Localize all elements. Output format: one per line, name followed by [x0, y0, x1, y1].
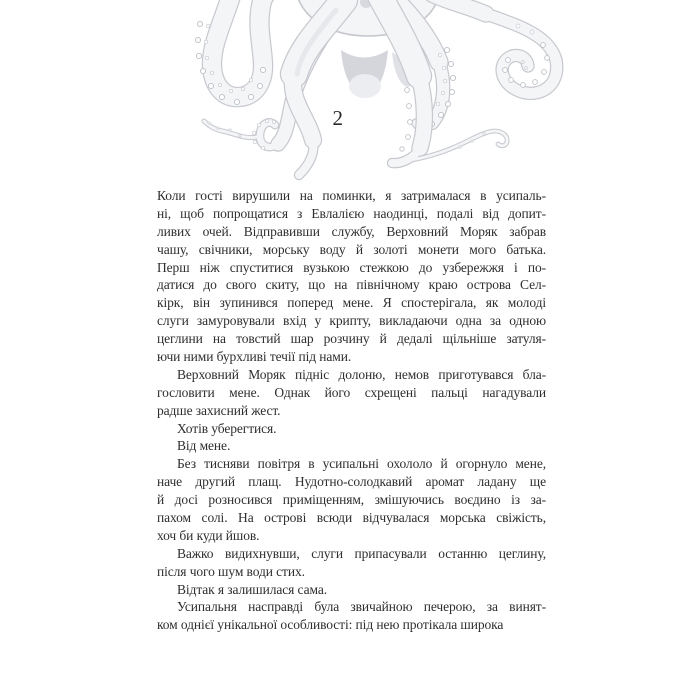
text-line: й досі розносився приміщенням, змішуючись воєдино із за- — [157, 492, 546, 508]
tentacle-left-curl — [195, 0, 266, 105]
text-line: хоч би куди йшов. — [157, 527, 260, 543]
octopus-illustration — [0, 0, 700, 190]
text-line: ні, щоб попрощатися з Евлалією наодинці, подалі від допит- — [157, 205, 546, 221]
text-block — [157, 187, 546, 634]
text-line: чашу, свічники, морську воду й золоті монети мого батька. — [157, 241, 546, 257]
text-line: після чого шум води стих. — [157, 563, 305, 579]
text-line: Усипальня насправді була звичайною печерою, за винят- — [177, 599, 546, 615]
text-line: цеглини на товстий шар розчину й дедалі щільніше затуля- — [157, 331, 546, 347]
text-line: ючи ними бурхливі течії під нами. — [157, 349, 352, 365]
text-line: Коли гості вирушили на поминки, я затрималася в усипаль- — [157, 188, 546, 203]
text-line: пахом солі. На острові всюди відчувалася морська свіжість, — [157, 510, 546, 526]
text-line: Важко видихнувши, слуги припасували останню цеглину, — [177, 545, 546, 561]
chapter-number: 2 — [332, 106, 344, 130]
text-line: кірк, він зупинився поперед мене. Я спостерігала, як молоді — [157, 295, 546, 311]
text-line: гословити мене. Однак його схрещені пальці нагадували — [157, 384, 546, 400]
text-line: Без тисняви повітря в усипальні охололо й огорнуло мене, — [177, 456, 546, 472]
text-line: Хотів уберегтися. — [177, 420, 277, 436]
text-line: ком однієї унікальної особливості: під нею протікала широка — [157, 617, 504, 633]
tentacle-middle-left — [293, 0, 344, 175]
text-line: слуги замуровували вхід у крипту, викладаючи одна за одною — [157, 313, 546, 329]
text-line: Відтак я залишилася сама. — [177, 581, 327, 597]
text-line: Від мене. — [177, 438, 231, 454]
text-line: Верховний Моряк підніс долоню, немов приготувався бла- — [177, 366, 546, 382]
text-line: наче другий плащ. Нудотно-солодкавий аромат ладану ще — [157, 474, 546, 490]
text-line: радше захисний жест. — [157, 402, 281, 418]
text-line: датися до свого скиту, що на північному краю острова Сел- — [157, 277, 546, 293]
text-line: Перш ніж спуститися вузькою стежкою до узбережжя і по- — [157, 259, 546, 275]
text-line: ливих очей. Відправивши службу, Верховний Моряк забрав — [157, 223, 546, 239]
